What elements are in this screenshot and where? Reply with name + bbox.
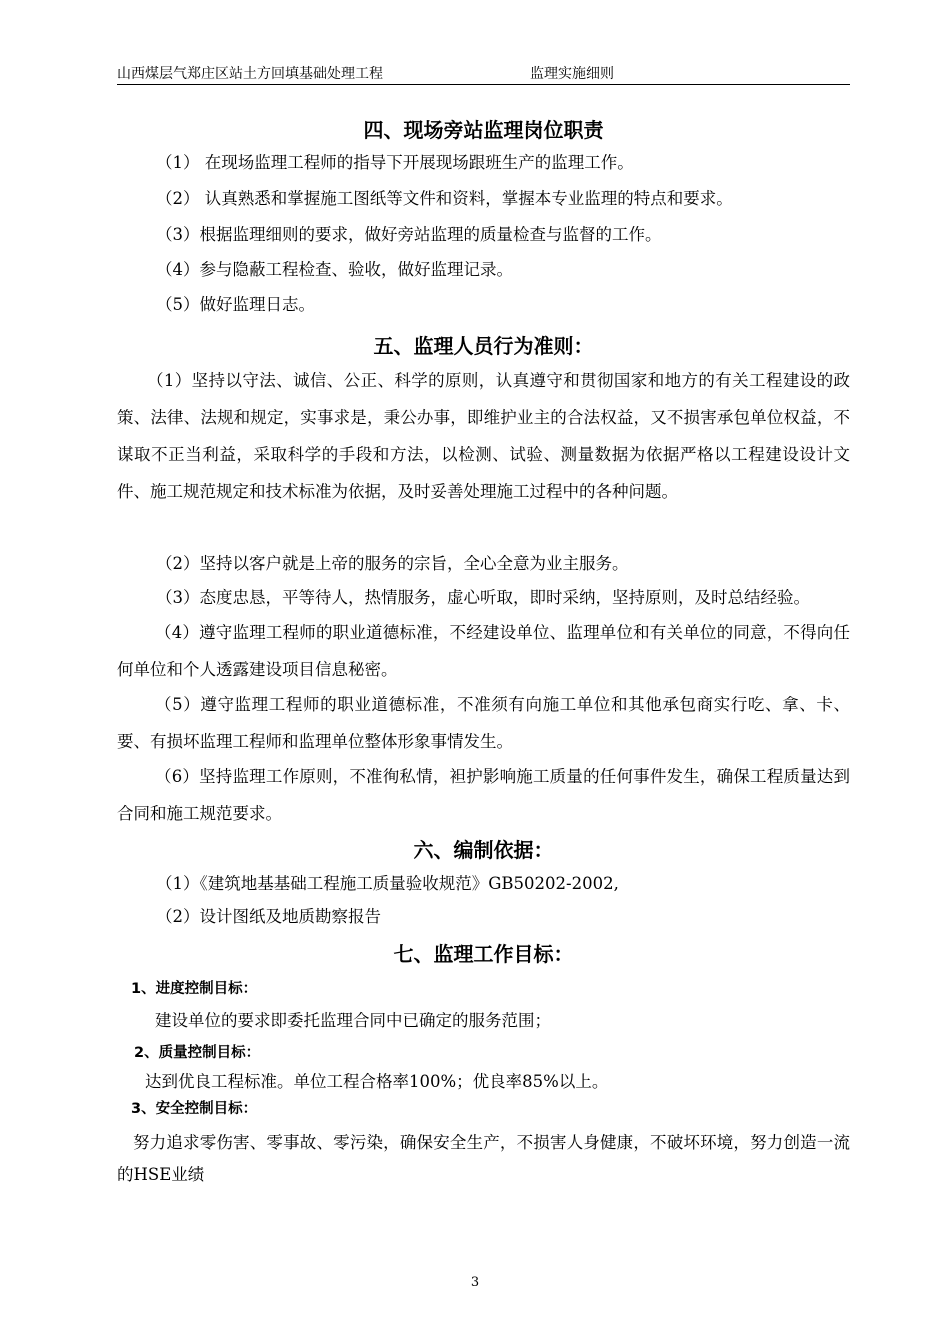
- goal-3-text: 努力追求零伤害、零事故、零污染，确保安全生产，不损害人身健康，不破坏环境，努力创造一流的HSE业绩: [117, 1133, 850, 1184]
- sec4-item-1: （1） 在现场监理工程师的指导下开展现场跟班生产的监理工作。: [156, 153, 634, 172]
- goal-1-heading: 1、进度控制目标：: [131, 981, 258, 997]
- sec4-item-4: （4）参与隐蔽工程检查、验收，做好监理记录。: [156, 260, 513, 279]
- section-6-title: 六、编制依据：: [413, 838, 554, 862]
- header-doc-type: 监理实施细则: [530, 66, 614, 82]
- sec5-item-5: （5）遵守监理工程师的职业道德标准，不准须有向施工单位和其他承包商实行吃、拿、卡、要、有损坏监理工程师和监理单位整体形象事情发生。: [117, 695, 850, 751]
- goal-2-text: 达到优良工程标准。单位工程合格率100%；优良率85%以上。: [145, 1072, 609, 1091]
- sec5-item-6: （6）坚持监理工作原则，不准徇私情，袒护影响施工质量的任何事件发生，确保工程质量达到合同和施工规范要求。: [117, 767, 850, 823]
- section-4-title: 四、现场旁站监理岗位职责: [363, 118, 604, 142]
- sec5-item-3: （3）态度忠恳，平等待人，热情服务，虚心听取，即时采纳，坚持原则，及时总结经验。: [156, 588, 810, 607]
- sec4-item-3: （3）根据监理细则的要求，做好旁站监理的质量检查与监督的工作。: [156, 225, 662, 244]
- sec5-item-4: （4）遵守监理工程师的职业道德标准，不经建设单位、监理单位和有关单位的同意，不得向任何单位和个人透露建设项目信息秘密。: [117, 623, 850, 679]
- goal-3-heading: 3、安全控制目标：: [131, 1101, 258, 1117]
- goal-2-heading: 2、质量控制目标：: [134, 1045, 261, 1061]
- page-header: [117, 64, 850, 85]
- sec6-item-2: （2）设计图纸及地质勘察报告: [156, 907, 381, 926]
- sec6-item-1: （1）《建筑地基基础工程施工质量验收规范》GB50202-2002,: [156, 874, 619, 893]
- sec5-item-2: （2）坚持以客户就是上帝的服务的宗旨，全心全意为业主服务。: [156, 554, 629, 573]
- section-7-title: 七、监理工作目标：: [393, 942, 574, 966]
- page-number: 3: [470, 1275, 480, 1290]
- sec5-item-1: （1）坚持以守法、诚信、公正、科学的原则，认真遵守和贯彻国家和地方的有关工程建设的政策、法律、法规和规定，实事求是，秉公办事，即维护业主的合法权益，又不损害承包单位权益，不谋取不正当利益，采取科学的手段和方法，以检测、试验、测量数据为依据严格以工程建设设计文件、施工规范规定和技术标准为依据，及时妥善处理施工过程中的各种问题。: [117, 371, 850, 501]
- section-5-title: 五、监理人员行为准则：: [373, 334, 594, 358]
- header-project-title: 山西煤层气郑庄区站土方回填基础处理工程: [117, 66, 383, 82]
- goal-1-text: 建设单位的要求即委托监理合同中已确定的服务范围；: [155, 1011, 551, 1030]
- sec4-item-2: （2） 认真熟悉和掌握施工图纸等文件和资料，掌握本专业监理的特点和要求。: [156, 189, 733, 208]
- sec4-item-5: （5）做好监理日志。: [156, 295, 315, 314]
